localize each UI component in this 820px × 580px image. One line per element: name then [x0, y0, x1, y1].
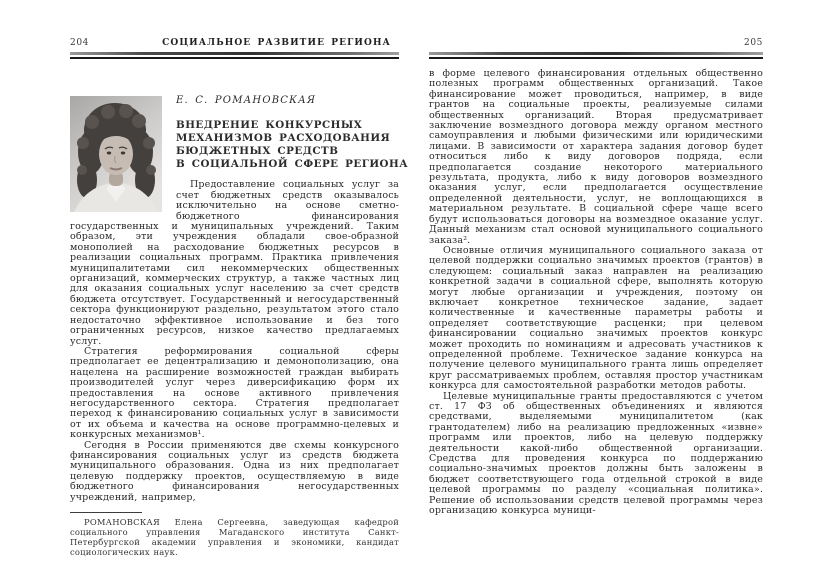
article-title-line-3: БЮДЖЕТНЫХ СРЕДСТВ — [176, 145, 339, 158]
footnote-rule — [70, 512, 142, 513]
paragraph-left-2: Стратегия реформирования социальной сферы предполагает ее децентрализацию и демонополизацию, она нацелена на расширение возможностей граждан выбирать производителей услуг через диверсификацию форм их предоставления на основе активного привлечения негосударственного сектора. Стратегия предполагает переход к финансированию социальных услуг в зависимости от их объема и качества на основе программно-целевых и конкурсных механизмов¹. — [70, 345, 399, 441]
footnote-text: РОМАНОВСКАЯ Елена Сергеевна, заведующая кафедрой социального управления Магаданского института Санкт-Петербургской академии управления и экономики, кандидат социологических наук. — [70, 517, 399, 557]
article-title-line-1: ВНЕДРЕНИЕ КОНКУРСНЫХ — [176, 119, 363, 132]
rule-line-thick — [70, 52, 399, 55]
article-title-line-4: В СОЦИАЛЬНОЙ СФЕРЕ РЕГИОНА — [176, 158, 409, 171]
paragraph-right-3: Целевые муниципальные гранты предоставляются с учетом ст. 17 ФЗ об общественных объединениях и являются средствами, выделяемыми муниципалитетом (как грантодателем) либо на реализацию предложенных «извне» программ или проектов, либо на целевую поддержку деятельности какой-либо общественной организации. Средства для проведения конкурса по поддержанию социально-значимых проектов должны быть заложены в бюджет соответствующего года отдельной строкой в виде целевой программы по разделу «социальная политика». Решение об использовании средств целевой программы через организацию конкурса муници- — [429, 390, 763, 517]
page-number-right: 205 — [744, 38, 763, 48]
article-body-right — [429, 69, 763, 516]
paragraph-right-1: в форме целевого финансирования отдельных общественно полезных программ общественных организаций. Такое финансирование может проводиться, например, в виде грантов на социальные проекты, реализуемые силами общественных организаций. Вторая предусматривает заключение возмездного договора между органом местного самоуправления и любыми физическими или юридическими лицами. В зависимости от характера задания договор будет относиться либо к виду договоров подряда, если предполагается создание некоторого материального результата, продукта, либо к виду договоров возмездного оказания услуг, если предполагается осуществление определенной деятельности, услуг, не воплощающихся в материальном результате. В социальной сфере чаще всего будут использоваться договоры на возмездное оказание услуг. Данный механизм стал основой муниципального социального заказа². — [429, 68, 763, 246]
author-photo-image — [70, 96, 162, 212]
paragraph-left-1: Предоставление социальных услуг за счет бюджетных средств оказывалось исключительно на основе сметно-бюджетного финансирования государственных и муниципальных учреждений. Таким образом, эти учреждения обладали свое-образной монополией на расходование бюджетных ресурсов в реализации социальных программ. Практика привлечения муниципалитетами сил некоммерческих общественных организаций, коммерческих структур, а также частных лиц для оказания социальных услуг населению за счет средств бюджета отсутствует. Государственный и негосударственный сектора функционируют раздельно, результатом этого стало недостаточно эффективное использование и без того ограниченных ресурсов, низкое качество предлагаемых услуг. — [70, 179, 399, 347]
page-number-left: 204 — [70, 38, 89, 48]
page-header-right — [429, 38, 763, 51]
footnote — [70, 512, 399, 558]
page-header-left — [70, 38, 399, 51]
paragraph-left-3: Сегодня в России применяются две схемы конкурсного финансирования социальных услуг из средств бюджета муниципального образования. Одна из них предполагает целевую поддержку проектов, осуществляемую в виде бюджетного финансирования негосударственных учреждений, например, — [70, 439, 399, 503]
article-title-line-2: МЕХАНИЗМОВ РАСХОДОВАНИЯ — [176, 132, 391, 145]
author-name: Е. С. РОМАНОВСКАЯ — [176, 95, 317, 106]
paragraph-right-2: Основные отличия муниципального социального заказа от целевой поддержки социально значимых проектов (грантов) в следующем: социальный заказ направлен на реализацию конкретной задачи в социальной сфере, выполнять которую могут любые организации и учреждения, поэтому он включает конкретное техническое задание, задает количественные и качественные параметры работы и определяет соответствующие расценки; при целевом финансировании социально значимых проектов конкурс может проходить по номинациям и адресовать участников к определенной проблеме. Техническое задание конкурса на получение целевого муниципального гранта лишь определяет круг рассматриваемых проблем, оставляя простор участникам конкурса для самостоятельной разработки методов работы. — [429, 244, 763, 392]
header-rule-right — [429, 52, 763, 59]
article-body-left — [70, 95, 409, 558]
rule-line-thick — [429, 52, 763, 55]
running-head: СОЦИАЛЬНОЕ РАЗВИТИЕ РЕГИОНА — [162, 38, 391, 48]
page-204 — [70, 38, 409, 558]
author-portrait-photo — [70, 96, 162, 212]
page-205 — [429, 38, 763, 516]
rule-line-thin — [70, 57, 399, 59]
header-rule-left — [70, 52, 399, 59]
rule-line-thin — [429, 57, 763, 59]
